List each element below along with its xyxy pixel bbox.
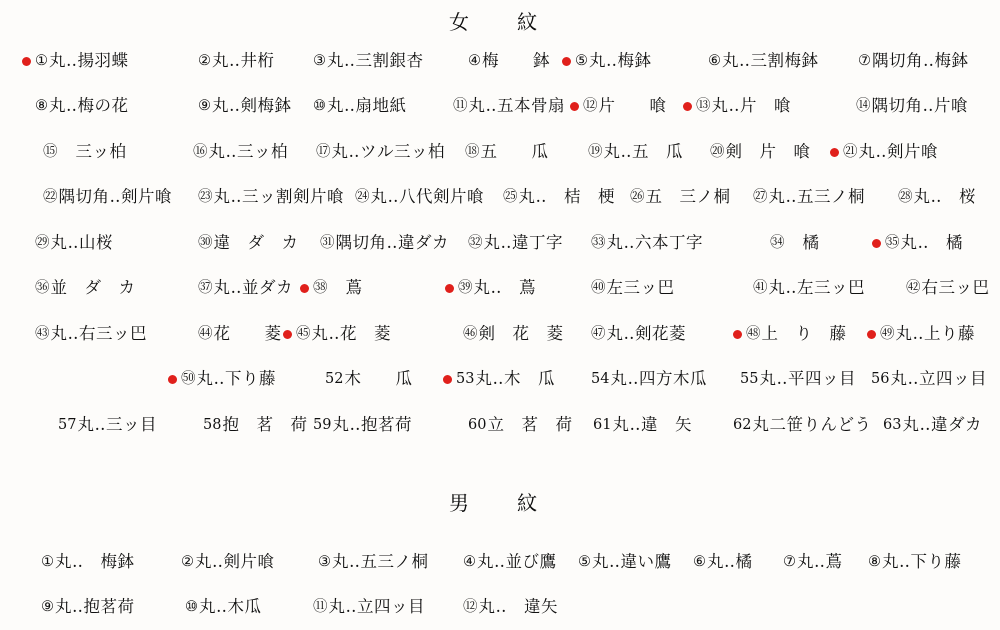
crest-name: 丸‥ 蔦 [473,278,537,298]
crest-name: 丸‥三ッ割剣片喰 [213,187,345,207]
crest-number: 56 [871,371,890,388]
crest-name: 丸‥ 違矢 [478,596,559,616]
crest-name: 丸‥ 桜 [913,187,977,207]
crest-entry[interactable] [45,414,157,434]
crest-name: 剣 片 喰 [725,141,811,161]
crest-row [0,181,1000,215]
crest-name: 丸‥山桜 [50,232,114,252]
crest-number: ㊵ [591,280,606,297]
crest-name: 丸‥剣片喰 [858,141,939,161]
crest-entry[interactable] [740,189,865,206]
crest-name: 丸‥五三ノ桐 [332,551,429,571]
crest-entry[interactable] [770,551,843,571]
crest-row [0,363,1000,397]
crest-number: 53 [456,371,475,388]
crest-name: 丸‥右三ッ巴 [50,323,148,343]
crest-number: ⑦ [858,52,871,69]
crest-number: ⑲ [588,143,603,160]
crest-entry[interactable] [885,189,976,206]
crest-entry[interactable] [342,189,484,206]
crest-entry[interactable] [312,371,412,388]
crest-name: 丸‥梅の花 [49,96,129,116]
crest-number: 52 [325,371,344,388]
crest-entry[interactable] [22,232,114,252]
crest-number: ㉒ [43,189,58,206]
crest-entry[interactable] [22,280,136,297]
crest-name: 丸‥井桁 [212,50,275,70]
crest-name: 丸‥扇地紙 [327,96,407,116]
crest-number: ⑤ [578,553,591,570]
crest-name: 左三ッ巴 [606,278,675,298]
crest-name: 五 瓜 [480,141,549,161]
crest-entry[interactable] [855,551,962,571]
crest-number: ㊱ [35,280,50,297]
crest-entry[interactable] [578,371,707,388]
crest-number: 54 [591,371,610,388]
selection-dot-icon [683,102,692,111]
crest-number: ① [35,52,48,69]
crest-number: 63 [883,416,902,433]
selection-dot-icon [443,375,452,384]
crest-name: 丸‥違い鷹 [592,551,672,571]
crest-name: 片 喰 [598,96,667,116]
crest-entry[interactable] [870,414,982,434]
crest-name: 丸‥四方木瓜 [610,369,707,389]
crest-entry[interactable] [720,414,872,434]
crest-entry[interactable] [168,551,275,571]
crest-number: 55 [740,371,759,388]
crest-name: 隅切角‥違ダカ [335,232,450,252]
crest-number: ㉕ [503,189,518,206]
crest-number: 62 [733,416,752,433]
crest-number: 58 [203,416,222,433]
crest-name: 丸‥三ッ柏 [208,141,289,161]
crest-name: 丸‥梅鉢 [589,50,652,70]
crest-name: 丸‥片 喰 [711,96,792,116]
crest-entry[interactable] [168,371,276,388]
crest-name: 丸‥八代剣片喰 [370,187,485,207]
crest-entry[interactable] [893,280,990,297]
crest-entry[interactable] [830,141,939,161]
crest-entry[interactable] [185,280,293,297]
crest-name: 立 茗 荷 [487,414,573,434]
crest-number: ㉜ [468,234,483,251]
crest-entry[interactable] [28,551,135,571]
crest-number: ⑨ [41,598,54,615]
crest-number: 60 [468,416,487,433]
crest-number: ㉙ [35,234,50,251]
crest-name: 三ッ柏 [58,141,127,161]
crest-number: 61 [593,416,612,433]
crest-name: 丸‥下り藤 [882,551,962,571]
crest-name: 丸‥ 桔 梗 [518,187,616,207]
crest-entry[interactable] [30,141,127,161]
crest-name: 丸‥上り藤 [895,323,976,343]
crest-entry[interactable] [727,371,856,388]
crest-name: 隅切角‥片喰 [871,96,969,116]
crest-name: 梅 鉢 [482,50,550,70]
crest-number: ⑪ [453,98,468,115]
crest-number: ③ [313,52,326,69]
crest-number: ㊹ [198,325,213,342]
crest-entry[interactable] [185,323,282,343]
crest-entry[interactable] [455,232,564,252]
crest-number: ⑧ [868,553,881,570]
crest-number: ① [41,553,54,570]
crest-number: ② [198,52,211,69]
selection-dot-icon [830,148,839,157]
women-section-title: 女 紋 [449,10,551,34]
crest-number: ⑫ [463,598,478,615]
crest-entry[interactable] [445,280,536,297]
selection-dot-icon [562,57,571,66]
crest-entry[interactable] [283,323,392,343]
selection-dot-icon [283,330,292,339]
crest-entry[interactable] [307,232,450,252]
crest-entry[interactable] [300,98,407,115]
crest-name: 丸‥蔦 [797,551,843,571]
crest-number: ⑯ [193,143,208,160]
crest-name: 丸‥橘 [707,551,753,571]
crest-number: ㉔ [355,189,370,206]
crest-name: 丸‥抱茗荷 [55,596,135,616]
crest-name: 丸‥五 瓜 [603,141,684,161]
crest-entry[interactable] [562,50,652,70]
selection-dot-icon [733,330,742,339]
crest-name: 丸‥立四ッ目 [328,596,426,616]
crest-number: ㉘ [898,189,913,206]
crest-entry[interactable] [683,98,791,115]
crest-name: 右三ッ巴 [921,278,990,298]
crest-entry[interactable] [733,323,847,343]
crest-entry[interactable] [455,414,573,434]
crest-number: ㊻ [463,325,478,342]
crest-entry[interactable] [570,98,667,115]
crest-number: ㉟ [885,234,900,251]
crest-name: 上 り 藤 [761,323,847,343]
crest-entry[interactable] [30,189,172,206]
crest-number: ㊳ [313,280,328,297]
crest-number: ⑬ [696,98,711,115]
crest-entry[interactable] [617,189,731,206]
crest-name: 丸‥剣片喰 [195,551,275,571]
crest-entry[interactable] [845,50,969,70]
selection-dot-icon [867,330,876,339]
crest-name: 抱 茗 荷 [222,414,308,434]
crest-number: ㉝ [591,234,606,251]
crest-row [0,408,1000,442]
crest-entry[interactable] [452,141,549,161]
crest-name: 丸‥抱茗荷 [332,414,412,434]
crest-entry[interactable] [22,50,129,70]
crest-entry[interactable] [578,323,687,343]
crest-entry[interactable] [28,596,135,616]
crest-name: 丸‥並び鷹 [477,551,557,571]
crest-entry[interactable] [872,232,964,252]
crest-number: ㊷ [906,280,921,297]
crest-name: 隅切角‥剣片喰 [58,187,173,207]
crest-entry[interactable] [450,323,564,343]
selection-dot-icon [445,284,454,293]
crest-number: ⑨ [198,98,211,115]
crest-number: 59 [313,416,332,433]
crest-row [0,44,1000,78]
crest-name: 丸‥剣梅鉢 [212,96,292,116]
crest-name: 丸‥三割銀杏 [327,50,424,70]
selection-dot-icon [300,284,309,293]
crest-number: ⑤ [575,52,588,69]
crest-row [0,272,1000,306]
crest-name: 丸‥五本骨扇 [468,96,566,116]
crest-number: ⑦ [783,553,796,570]
crest-entry[interactable] [575,141,684,161]
crest-entry[interactable] [565,551,672,571]
crest-name: 丸‥五三ノ桐 [768,187,866,207]
crest-name: 丸‥ 橘 [900,232,964,252]
crest-entry[interactable] [300,50,424,70]
crest-entry[interactable] [172,596,262,616]
crest-number: ㊴ [458,280,473,297]
crest-number: ④ [463,553,476,570]
crest-name: 花 菱 [213,323,282,343]
crest-name: 丸‥剣花菱 [606,323,687,343]
crest-number: ⑩ [313,98,326,115]
crest-name: 丸‥木瓜 [199,596,262,616]
crest-number: ㊼ [591,325,606,342]
men-section-title: 男 紋 [449,491,551,515]
crest-number: ⑥ [708,52,721,69]
crest-name: 蔦 [328,278,363,298]
crest-name: 違 ダ カ [213,232,299,252]
crest-number: ㊶ [753,280,768,297]
crest-name: 剣 花 菱 [478,323,564,343]
crest-name: 五 三ノ桐 [645,187,731,207]
crest-row [0,226,1000,260]
crest-name: 丸‥三割梅鉢 [722,50,819,70]
crest-name: 丸‥ 梅鉢 [55,551,135,571]
crest-entry[interactable] [22,323,148,343]
crest-entry[interactable] [867,323,976,343]
crest-number: ② [181,553,194,570]
crest-entry[interactable] [190,414,308,434]
crest-number: ㊸ [35,325,50,342]
crest-entry[interactable] [757,232,820,252]
crest-number: ㉓ [198,189,213,206]
crest-number: ⑳ [710,143,725,160]
crest-entry[interactable] [680,551,753,571]
crest-number: ㉞ [770,234,785,251]
crest-entry[interactable] [697,141,811,161]
crest-number: ⑫ [583,98,598,115]
crest-number: ㊾ [880,325,895,342]
selection-dot-icon [168,375,177,384]
crest-entry[interactable] [490,189,615,206]
crest-number: ⑰ [316,143,331,160]
crest-entry[interactable] [843,98,968,115]
crest-row [0,317,1000,351]
crest-name: 隅切角‥梅鉢 [872,50,969,70]
crest-name: 丸‥左三ッ巴 [768,278,866,298]
selection-dot-icon [22,57,31,66]
crest-number: ⑮ [43,143,58,160]
crest-entry[interactable] [185,189,344,206]
crest-number: ⑭ [856,98,871,115]
crest-name: 丸‥揚羽蝶 [49,50,129,70]
crest-number: ⑱ [465,143,480,160]
crest-name: 丸‥平四ッ目 [759,369,856,389]
crest-entry[interactable] [180,141,289,161]
crest-number: ㉑ [843,143,858,160]
crest-name: 丸二笹りんどう [752,414,872,434]
crest-entry[interactable] [185,98,292,115]
crest-entry[interactable] [578,280,675,297]
crest-number: ㉛ [320,234,335,251]
crest-name: 丸‥立四ッ目 [890,369,987,389]
crest-entry[interactable] [443,371,555,388]
crest-number: ③ [318,553,331,570]
crest-row [0,135,1000,169]
crest-name: 丸‥並ダカ [213,278,294,298]
crest-entry[interactable] [300,596,426,616]
crest-number: ⑧ [35,98,48,115]
crest-entry[interactable] [450,596,559,616]
crest-name: 丸‥違 矢 [612,414,692,434]
crest-name: 丸‥木 瓜 [475,369,555,389]
crest-entry[interactable] [185,50,275,70]
crest-name: 丸‥花 菱 [311,323,392,343]
crest-row [0,90,1000,124]
crest-name: 橘 [785,232,820,252]
crest-entry[interactable] [305,551,429,571]
crest-name: 丸‥違ダカ [902,414,982,434]
crest-number: ㉚ [198,234,213,251]
crest-number: ㉗ [753,189,768,206]
crest-number: ㊽ [746,325,761,342]
crest-number: ㊲ [198,280,213,297]
crest-name: 丸‥三ッ目 [77,414,157,434]
crest-name: 丸‥六本丁字 [606,232,704,252]
crest-number: ⑪ [313,598,328,615]
crest-entry[interactable] [455,50,550,70]
crest-name: 丸‥下り藤 [196,369,277,389]
crest-number: ㊿ [181,371,196,388]
crest-name: 丸‥違丁字 [483,232,564,252]
crest-entry[interactable] [300,280,363,297]
crest-number: 57 [58,416,77,433]
crest-row [0,590,1000,624]
crest-entry[interactable] [22,98,129,115]
crest-entry[interactable] [580,414,692,434]
crest-entry[interactable] [450,551,557,571]
crest-number: ④ [468,52,481,69]
crest-name: 並 ダ カ [50,278,136,298]
crest-entry[interactable] [440,98,565,115]
crest-entry[interactable] [695,50,819,70]
crest-number: ⑥ [693,553,706,570]
crest-entry[interactable] [303,141,446,161]
crest-number: ⑩ [185,598,198,615]
crest-entry[interactable] [185,232,299,252]
crest-row [0,545,1000,579]
crest-entry[interactable] [578,232,704,252]
crest-entry[interactable] [858,371,987,388]
crest-name: 丸‥ツル三ッ柏 [331,141,446,161]
crest-entry[interactable] [740,280,865,297]
crest-entry[interactable] [300,414,412,434]
crest-name: 木 瓜 [344,369,413,389]
crest-number: ㉖ [630,189,645,206]
selection-dot-icon [570,102,579,111]
selection-dot-icon [872,239,881,248]
crest-number: ㊺ [296,325,311,342]
